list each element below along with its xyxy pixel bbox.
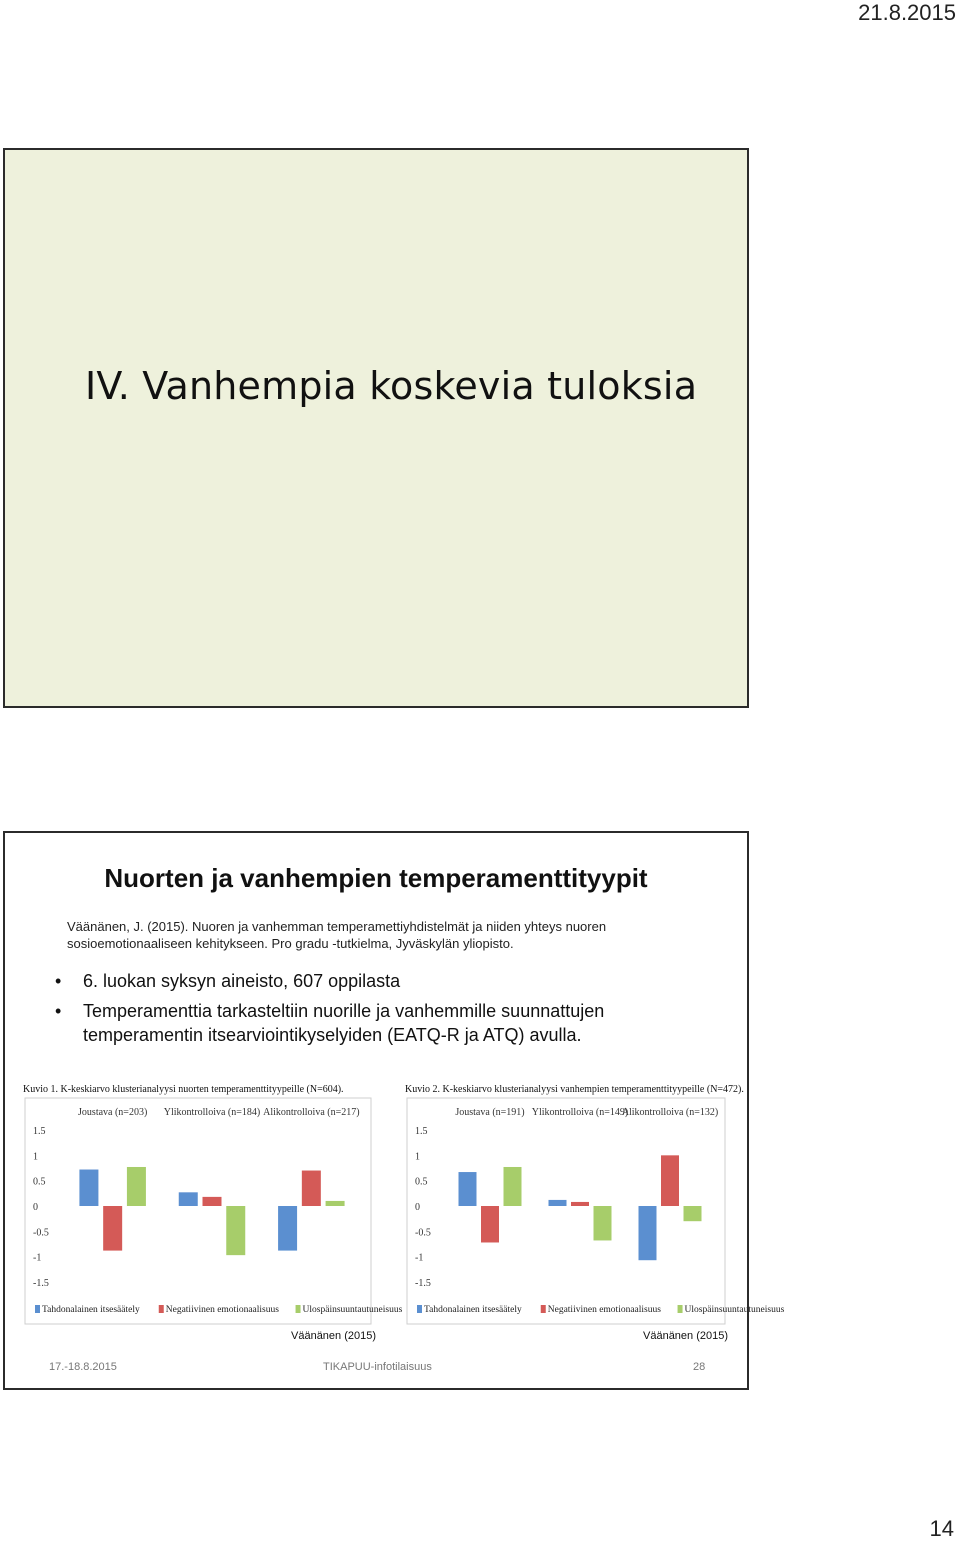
bar — [103, 1206, 122, 1251]
y-tick-label: -1.5 — [415, 1278, 431, 1289]
category-label: Joustava (n=191) — [455, 1107, 525, 1118]
bar — [549, 1200, 567, 1206]
bar — [278, 1206, 297, 1251]
footer-event: TIKAPUU-infotilaisuus — [323, 1361, 432, 1373]
bar — [179, 1192, 198, 1206]
chart-1-credit: Väänänen (2015) — [291, 1330, 377, 1342]
slide-1 — [3, 148, 749, 708]
bullet-dot-icon: • — [55, 1001, 62, 1021]
bar — [459, 1172, 477, 1206]
bullet-text: Temperamenttia tarkasteltiin nuorille ja vanhemmille suunnattujen temperamentin itsearviointikyselyiden (EATQ-R ja ATQ) avulla. — [83, 1001, 605, 1045]
y-tick-label: 0 — [415, 1202, 420, 1213]
legend-label: Ulospäinsuuntautuneisuus — [302, 1305, 403, 1315]
bullet-text: 6. luokan syksyn aineisto, 607 oppilasta — [83, 971, 401, 991]
bar — [684, 1206, 702, 1221]
bar — [504, 1167, 522, 1206]
slide-1-title: IV. Vanhempia koskevia tuloksia — [85, 364, 698, 408]
bar — [79, 1170, 98, 1206]
y-tick-label: 1.5 — [33, 1126, 46, 1137]
y-tick-label: 0.5 — [33, 1176, 46, 1188]
legend-label: Negatiivinen emotionaalisuus — [547, 1305, 661, 1315]
chart-title: Kuvio 1. K-keskiarvo klusterianalyysi nuorten temperamenttityypeille (N=604). — [23, 1084, 344, 1095]
plot-frame — [407, 1098, 725, 1324]
footer-slide-number: 28 — [693, 1361, 706, 1373]
page-date: 21.8.2015 — [858, 0, 956, 25]
chart-1 — [21, 1081, 403, 1327]
category-label: Alikontrolloiva (n=132) — [621, 1107, 719, 1118]
reference-citation — [67, 918, 707, 952]
bullet-dot-icon: • — [55, 971, 62, 991]
y-tick-label: -1 — [415, 1252, 424, 1264]
bullet-list — [55, 969, 715, 1053]
y-tick-label: 0.5 — [415, 1176, 428, 1188]
chart-2-credit: Väänänen (2015) — [643, 1330, 729, 1342]
slide-2-title: Nuorten ja vanhempien temperamenttityypit — [104, 863, 648, 893]
y-tick-label: -0.5 — [33, 1227, 49, 1239]
bar — [203, 1197, 222, 1206]
bar — [661, 1155, 679, 1206]
bar — [326, 1201, 345, 1206]
bar — [571, 1202, 589, 1206]
category-label: Joustava (n=203) — [78, 1107, 148, 1118]
bar — [302, 1171, 321, 1206]
legend-swatch — [678, 1305, 683, 1313]
y-tick-label: 1 — [33, 1151, 38, 1163]
legend-label: Negatiivinen emotionaalisuus — [165, 1305, 279, 1315]
y-tick-label: 1 — [415, 1151, 420, 1163]
y-tick-label: -1 — [33, 1252, 42, 1264]
bullet-item — [55, 969, 715, 993]
legend-label: Ulospäinsuuntautuneisuus — [684, 1305, 785, 1315]
legend-swatch — [417, 1305, 422, 1313]
legend-label: Tahdonalainen itsesäätely — [424, 1305, 522, 1315]
page-number: 14 — [929, 1516, 954, 1541]
category-label: Alikontrolloiva (n=217) — [263, 1107, 360, 1118]
y-tick-label: -1.5 — [33, 1278, 49, 1289]
legend-swatch — [35, 1305, 40, 1313]
y-tick-label: -0.5 — [415, 1227, 431, 1239]
bar — [481, 1206, 499, 1242]
legend-swatch — [159, 1305, 164, 1313]
bar-chart-svg — [21, 1081, 403, 1327]
y-tick-label: 1.5 — [415, 1126, 428, 1137]
legend-label: Tahdonalainen itsesäätely — [42, 1305, 140, 1315]
category-label: Ylikontrolloiva (n=149) — [531, 1107, 629, 1118]
reference-line-1: Väänänen, J. (2015). Nuoren ja vanhemman temperamettiyhdistelmät ja niiden yhteys nuoren — [67, 919, 607, 934]
bar — [639, 1206, 657, 1260]
bullet-item — [55, 999, 715, 1047]
reference-line-2: sosioemotionaaliseen kehitykseen. Pro gradu -tutkielma, Jyväskylän yliopisto. — [67, 936, 514, 951]
plot-frame — [25, 1098, 371, 1324]
legend-swatch — [296, 1305, 301, 1313]
bar — [226, 1206, 245, 1255]
bar-chart-svg — [403, 1081, 785, 1327]
slide-2 — [3, 831, 785, 1390]
chart-title: Kuvio 2. K-keskiarvo klusterianalyysi vanhempien temperamenttityypeille (N=472). — [405, 1084, 744, 1095]
y-tick-label: 0 — [33, 1202, 38, 1213]
bar — [594, 1206, 612, 1240]
category-label: Ylikontrolloiva (n=184) — [163, 1107, 261, 1118]
bar — [127, 1167, 146, 1206]
footer-date: 17.-18.8.2015 — [49, 1361, 117, 1373]
legend-swatch — [541, 1305, 546, 1313]
chart-2 — [403, 1081, 785, 1327]
